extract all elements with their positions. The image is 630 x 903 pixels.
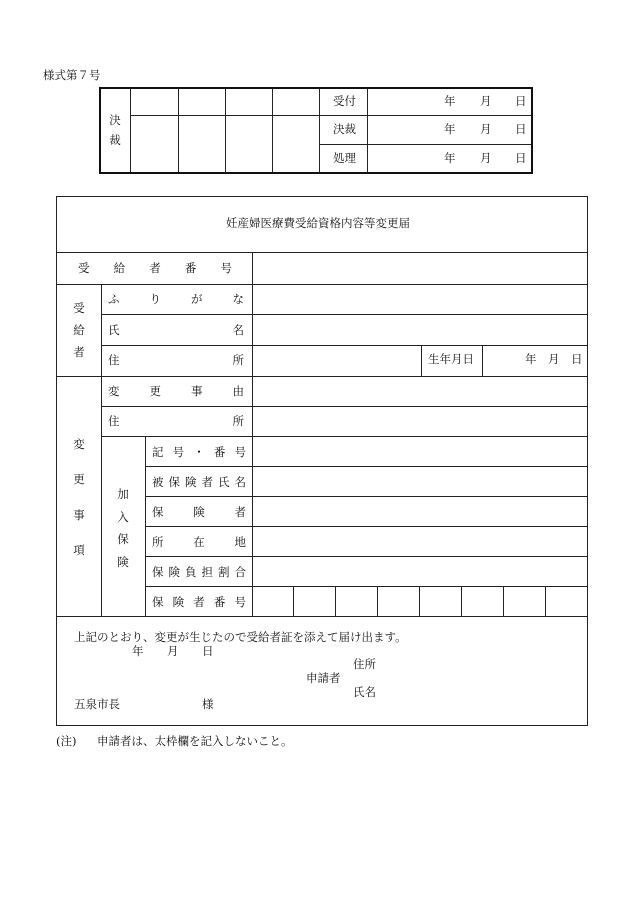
insurance-group-label: 加 入 保 険 — [117, 487, 129, 569]
kessai-label: 決 裁 — [109, 113, 121, 147]
change-address-label: 住 所 — [108, 414, 244, 428]
insured-name-label: 被 保 険 者 氏 名 — [152, 475, 246, 489]
name-label: 氏 名 — [108, 323, 244, 337]
note-text: 申請者は、太枠欄を記入しないこと。 — [97, 734, 293, 748]
form-title: 妊産婦医療費受給資格内容等変更届 — [226, 216, 410, 230]
furigana-label: ふ り が な — [108, 292, 244, 306]
insurance-code-number-label: 記 号 ・ 番 号 — [152, 445, 246, 459]
burden-ratio-label: 保 険 負 担 割 合 — [152, 565, 246, 579]
recipient-number-label: 受 給 者 番 号 — [78, 261, 232, 275]
approval-box — [99, 87, 533, 174]
insurer-label: 保 険 者 — [152, 505, 246, 519]
applicant-name-label: 氏名 — [353, 685, 376, 699]
change-group-label: 変 更 事 項 — [73, 437, 85, 557]
address-label: 住 所 — [108, 353, 244, 367]
mayor-label: 五泉市長 — [74, 697, 120, 711]
applicant-address-label: 住所 — [353, 657, 376, 671]
declaration-text: 上記のとおり、変更が生じたので受給者証を添えて届け出ます。 — [74, 630, 407, 644]
recipient-group-label: 受 給 者 — [73, 301, 85, 359]
form-number: 様式第７号 — [43, 68, 101, 82]
insurer-number-label: 保 険 者 番 号 — [152, 595, 246, 609]
location-label: 所 在 地 — [152, 535, 246, 549]
birthdate-label: 生年月日 — [428, 352, 474, 366]
honorific: 様 — [202, 697, 214, 711]
change-reason-label: 変 更 事 由 — [108, 384, 244, 398]
note-label: (注) — [56, 734, 77, 748]
applicant-label: 申請者 — [306, 671, 341, 685]
